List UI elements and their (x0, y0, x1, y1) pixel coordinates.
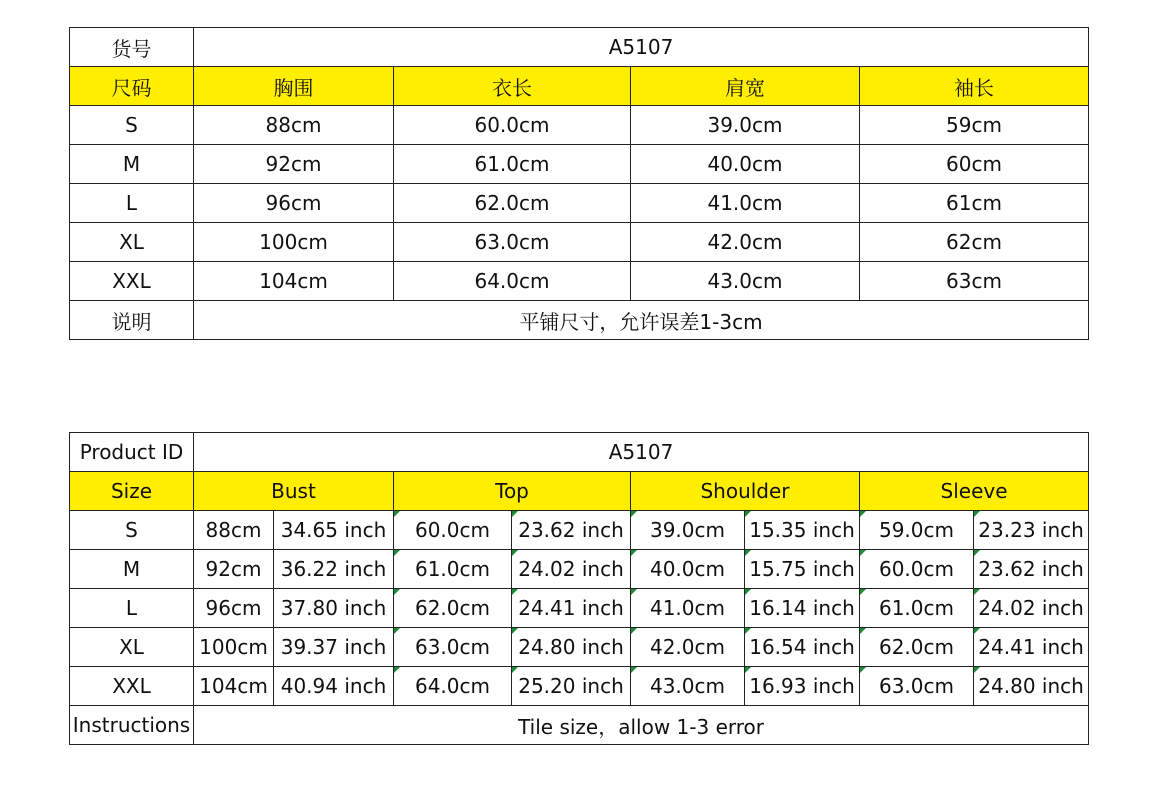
sleeve-inch-cell: 24.02 inch (974, 589, 1089, 628)
bust-cm-cell: 96cm (194, 589, 274, 628)
top-inch-cell: 25.20 inch (512, 667, 631, 706)
shoulder-cm-cell: 42.0cm (631, 628, 745, 667)
size-cell: M (70, 145, 194, 184)
table-row (70, 145, 1089, 184)
sleeve-cell: 62cm (860, 223, 1089, 262)
header-row (70, 67, 1089, 106)
note-row (70, 706, 1089, 745)
header-size: 尺码 (70, 67, 194, 106)
shoulder-inch-cell: 15.75 inch (745, 550, 860, 589)
bust-inch-cell: 40.94 inch (274, 667, 394, 706)
product-id-value: A5107 (194, 433, 1089, 472)
bust-cm-cell: 92cm (194, 550, 274, 589)
sleeve-cell: 60cm (860, 145, 1089, 184)
shoulder-inch-cell: 16.54 inch (745, 628, 860, 667)
header-sleeve: 袖长 (860, 67, 1089, 106)
table-row (70, 589, 1089, 628)
product-id-row (70, 433, 1089, 472)
top-inch-cell: 24.02 inch (512, 550, 631, 589)
table-row (70, 550, 1089, 589)
bust-cm-cell: 88cm (194, 511, 274, 550)
size-table-english (69, 432, 1089, 745)
size-cell: M (70, 550, 194, 589)
top-cm-cell: 61.0cm (394, 550, 512, 589)
header-row (70, 472, 1089, 511)
shoulder-inch-cell: 16.93 inch (745, 667, 860, 706)
sleeve-cm-cell: 62.0cm (860, 628, 974, 667)
size-cell: L (70, 184, 194, 223)
sleeve-cm-cell: 61.0cm (860, 589, 974, 628)
bust-cm-cell: 104cm (194, 667, 274, 706)
table-row (70, 628, 1089, 667)
size-cell: L (70, 589, 194, 628)
sleeve-cell: 59cm (860, 106, 1089, 145)
bust-inch-cell: 39.37 inch (274, 628, 394, 667)
bust-cell: 96cm (194, 184, 394, 223)
top-cm-cell: 60.0cm (394, 511, 512, 550)
bust-cell: 100cm (194, 223, 394, 262)
table-row (70, 667, 1089, 706)
header-bust: Bust (194, 472, 394, 511)
note-label: Instructions (70, 706, 194, 745)
header-shoulder: 肩宽 (631, 67, 860, 106)
size-cell: XL (70, 223, 194, 262)
bust-inch-cell: 37.80 inch (274, 589, 394, 628)
size-cell: XXL (70, 667, 194, 706)
shoulder-inch-cell: 15.35 inch (745, 511, 860, 550)
shoulder-cell: 43.0cm (631, 262, 860, 301)
shoulder-inch-cell: 16.14 inch (745, 589, 860, 628)
bust-inch-cell: 36.22 inch (274, 550, 394, 589)
top-inch-cell: 24.80 inch (512, 628, 631, 667)
length-cell: 63.0cm (394, 223, 631, 262)
note-value: Tile size，allow 1-3 error (194, 706, 1089, 745)
bust-cell: 88cm (194, 106, 394, 145)
bust-inch-cell: 34.65 inch (274, 511, 394, 550)
header-top: Top (394, 472, 631, 511)
size-cell: XXL (70, 262, 194, 301)
note-row (70, 301, 1089, 340)
size-cell: S (70, 106, 194, 145)
header-shoulder: Shoulder (631, 472, 860, 511)
product-id-row (70, 28, 1089, 67)
top-cm-cell: 62.0cm (394, 589, 512, 628)
sleeve-cm-cell: 60.0cm (860, 550, 974, 589)
product-id-label: Product ID (70, 433, 194, 472)
size-cell: XL (70, 628, 194, 667)
length-cell: 62.0cm (394, 184, 631, 223)
shoulder-cell: 40.0cm (631, 145, 860, 184)
length-cell: 61.0cm (394, 145, 631, 184)
sleeve-cell: 61cm (860, 184, 1089, 223)
size-table-chinese (69, 27, 1089, 340)
size-cell: S (70, 511, 194, 550)
product-id-value: A5107 (194, 28, 1089, 67)
header-sleeve: Sleeve (860, 472, 1089, 511)
product-id-label: 货号 (70, 28, 194, 67)
sleeve-inch-cell: 23.62 inch (974, 550, 1089, 589)
top-inch-cell: 24.41 inch (512, 589, 631, 628)
sleeve-inch-cell: 24.80 inch (974, 667, 1089, 706)
table-row (70, 184, 1089, 223)
bust-cell: 104cm (194, 262, 394, 301)
table-row (70, 511, 1089, 550)
sleeve-cm-cell: 59.0cm (860, 511, 974, 550)
top-cm-cell: 64.0cm (394, 667, 512, 706)
table-row (70, 106, 1089, 145)
top-cm-cell: 63.0cm (394, 628, 512, 667)
table-row (70, 223, 1089, 262)
sleeve-inch-cell: 23.23 inch (974, 511, 1089, 550)
note-label: 说明 (70, 301, 194, 340)
table-row (70, 262, 1089, 301)
header-size: Size (70, 472, 194, 511)
shoulder-cm-cell: 40.0cm (631, 550, 745, 589)
bust-cell: 92cm (194, 145, 394, 184)
length-cell: 60.0cm (394, 106, 631, 145)
shoulder-cell: 42.0cm (631, 223, 860, 262)
header-length: 衣长 (394, 67, 631, 106)
shoulder-cm-cell: 41.0cm (631, 589, 745, 628)
top-inch-cell: 23.62 inch (512, 511, 631, 550)
shoulder-cell: 39.0cm (631, 106, 860, 145)
sleeve-inch-cell: 24.41 inch (974, 628, 1089, 667)
note-value: 平铺尺寸，允许误差1-3cm (194, 301, 1089, 340)
sleeve-cell: 63cm (860, 262, 1089, 301)
shoulder-cm-cell: 39.0cm (631, 511, 745, 550)
bust-cm-cell: 100cm (194, 628, 274, 667)
sleeve-cm-cell: 63.0cm (860, 667, 974, 706)
shoulder-cell: 41.0cm (631, 184, 860, 223)
header-bust: 胸围 (194, 67, 394, 106)
shoulder-cm-cell: 43.0cm (631, 667, 745, 706)
length-cell: 64.0cm (394, 262, 631, 301)
